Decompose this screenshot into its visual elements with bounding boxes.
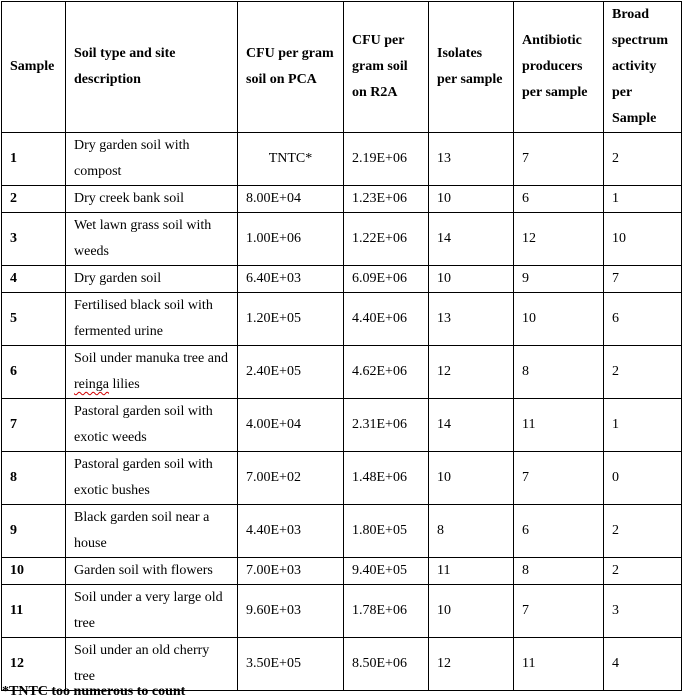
cfu-pca-value: 1.00E+06 xyxy=(238,213,344,266)
cfu-pca-value: TNTC* xyxy=(238,133,344,186)
cfu-pca-value: 4.00E+04 xyxy=(238,399,344,452)
soil-description: Garden soil with flowers xyxy=(66,558,238,585)
isolates-value: 10 xyxy=(429,266,514,293)
sample-number: 9 xyxy=(2,505,66,558)
sample-number: 11 xyxy=(2,585,66,638)
cfu-pca-value: 7.00E+03 xyxy=(238,558,344,585)
cfu-r2a-value: 2.31E+06 xyxy=(344,399,429,452)
sample-number: 5 xyxy=(2,293,66,346)
header-sample: Sample xyxy=(2,2,66,133)
broad-spectrum-value: 1 xyxy=(604,186,682,213)
table-row xyxy=(2,505,682,558)
broad-spectrum-value: 10 xyxy=(604,213,682,266)
antibiotic-producers-value: 12 xyxy=(514,213,604,266)
cfu-r2a-value: 1.48E+06 xyxy=(344,452,429,505)
soil-description: Soil under a very large old tree xyxy=(66,585,238,638)
cfu-r2a-value: 6.09E+06 xyxy=(344,266,429,293)
soil-description: Fertilised black soil with fermented urine xyxy=(66,293,238,346)
table-row xyxy=(2,558,682,585)
antibiotic-producers-value: 7 xyxy=(514,585,604,638)
broad-spectrum-value: 2 xyxy=(604,558,682,585)
isolates-value: 12 xyxy=(429,346,514,399)
table-row xyxy=(2,399,682,452)
isolates-value: 10 xyxy=(429,585,514,638)
cfu-pca-value: 9.60E+03 xyxy=(238,585,344,638)
cfu-r2a-value: 1.22E+06 xyxy=(344,213,429,266)
cfu-r2a-value: 1.78E+06 xyxy=(344,585,429,638)
sample-number: 10 xyxy=(2,558,66,585)
antibiotic-producers-value: 8 xyxy=(514,558,604,585)
isolates-value: 14 xyxy=(429,399,514,452)
isolates-value: 10 xyxy=(429,186,514,213)
table-row xyxy=(2,585,682,638)
broad-spectrum-value: 3 xyxy=(604,585,682,638)
table-footnote: *TNTC too numerous to count xyxy=(2,684,186,699)
cfu-r2a-value: 1.23E+06 xyxy=(344,186,429,213)
header-cfu-r2a: CFU per gram soil on R2A xyxy=(344,2,429,133)
soil-description: Pastoral garden soil with exotic bushes xyxy=(66,452,238,505)
soil-description: Dry garden soil xyxy=(66,266,238,293)
antibiotic-producers-value: 9 xyxy=(514,266,604,293)
header-isolates: Isolates per sample xyxy=(429,2,514,133)
header-antibiotic-producers: Antibiotic producers per sample xyxy=(514,2,604,133)
isolates-value: 12 xyxy=(429,638,514,691)
soil-description: Dry creek bank soil xyxy=(66,186,238,213)
soil-description: Wet lawn grass soil with weeds xyxy=(66,213,238,266)
isolates-value: 11 xyxy=(429,558,514,585)
table-row xyxy=(2,452,682,505)
antibiotic-producers-value: 7 xyxy=(514,133,604,186)
broad-spectrum-value: 4 xyxy=(604,638,682,691)
sample-number: 2 xyxy=(2,186,66,213)
table-row xyxy=(2,346,682,399)
antibiotic-producers-value: 11 xyxy=(514,638,604,691)
soil-description: Soil under an old cherry tree xyxy=(66,638,238,691)
isolates-value: 13 xyxy=(429,133,514,186)
cfu-pca-value: 3.50E+05 xyxy=(238,638,344,691)
spellcheck-underlined-word: reinga xyxy=(74,377,109,392)
broad-spectrum-value: 7 xyxy=(604,266,682,293)
broad-spectrum-value: 2 xyxy=(604,133,682,186)
isolates-value: 10 xyxy=(429,452,514,505)
cfu-pca-value: 7.00E+02 xyxy=(238,452,344,505)
cfu-r2a-value: 2.19E+06 xyxy=(344,133,429,186)
antibiotic-producers-value: 11 xyxy=(514,399,604,452)
sample-number: 1 xyxy=(2,133,66,186)
sample-number: 8 xyxy=(2,452,66,505)
isolates-value: 8 xyxy=(429,505,514,558)
header-cfu-pca: CFU per gram soil on PCA xyxy=(238,2,344,133)
isolates-value: 13 xyxy=(429,293,514,346)
cfu-pca-value: 8.00E+04 xyxy=(238,186,344,213)
table-row xyxy=(2,638,682,691)
cfu-pca-value: 2.40E+05 xyxy=(238,346,344,399)
soil-description: Soil under manuka tree and reinga lilies xyxy=(66,346,238,399)
antibiotic-producers-value: 7 xyxy=(514,452,604,505)
cfu-pca-value: 6.40E+03 xyxy=(238,266,344,293)
cfu-r2a-value: 4.62E+06 xyxy=(344,346,429,399)
soil-sample-table xyxy=(1,1,682,691)
soil-description: Pastoral garden soil with exotic weeds xyxy=(66,399,238,452)
broad-spectrum-value: 2 xyxy=(604,505,682,558)
table-row xyxy=(2,266,682,293)
cfu-r2a-value: 1.80E+05 xyxy=(344,505,429,558)
cfu-pca-value: 4.40E+03 xyxy=(238,505,344,558)
sample-number: 3 xyxy=(2,213,66,266)
table-row xyxy=(2,213,682,266)
broad-spectrum-value: 2 xyxy=(604,346,682,399)
cfu-pca-value: 1.20E+05 xyxy=(238,293,344,346)
broad-spectrum-value: 6 xyxy=(604,293,682,346)
broad-spectrum-value: 1 xyxy=(604,399,682,452)
header-broad-spectrum: Broad spectrum activity per Sample xyxy=(604,2,682,133)
table-row xyxy=(2,293,682,346)
header-soil-type: Soil type and site description xyxy=(66,2,238,133)
sample-number: 12 xyxy=(2,638,66,691)
isolates-value: 14 xyxy=(429,213,514,266)
soil-description: Dry garden soil with compost xyxy=(66,133,238,186)
sample-number: 6 xyxy=(2,346,66,399)
cfu-r2a-value: 9.40E+05 xyxy=(344,558,429,585)
soil-description: Black garden soil near a house xyxy=(66,505,238,558)
antibiotic-producers-value: 8 xyxy=(514,346,604,399)
antibiotic-producers-value: 6 xyxy=(514,505,604,558)
table-row xyxy=(2,186,682,213)
cfu-r2a-value: 4.40E+06 xyxy=(344,293,429,346)
sample-number: 7 xyxy=(2,399,66,452)
antibiotic-producers-value: 10 xyxy=(514,293,604,346)
table-row xyxy=(2,133,682,186)
broad-spectrum-value: 0 xyxy=(604,452,682,505)
sample-number: 4 xyxy=(2,266,66,293)
table-header-row xyxy=(2,2,682,133)
antibiotic-producers-value: 6 xyxy=(514,186,604,213)
cfu-r2a-value: 8.50E+06 xyxy=(344,638,429,691)
